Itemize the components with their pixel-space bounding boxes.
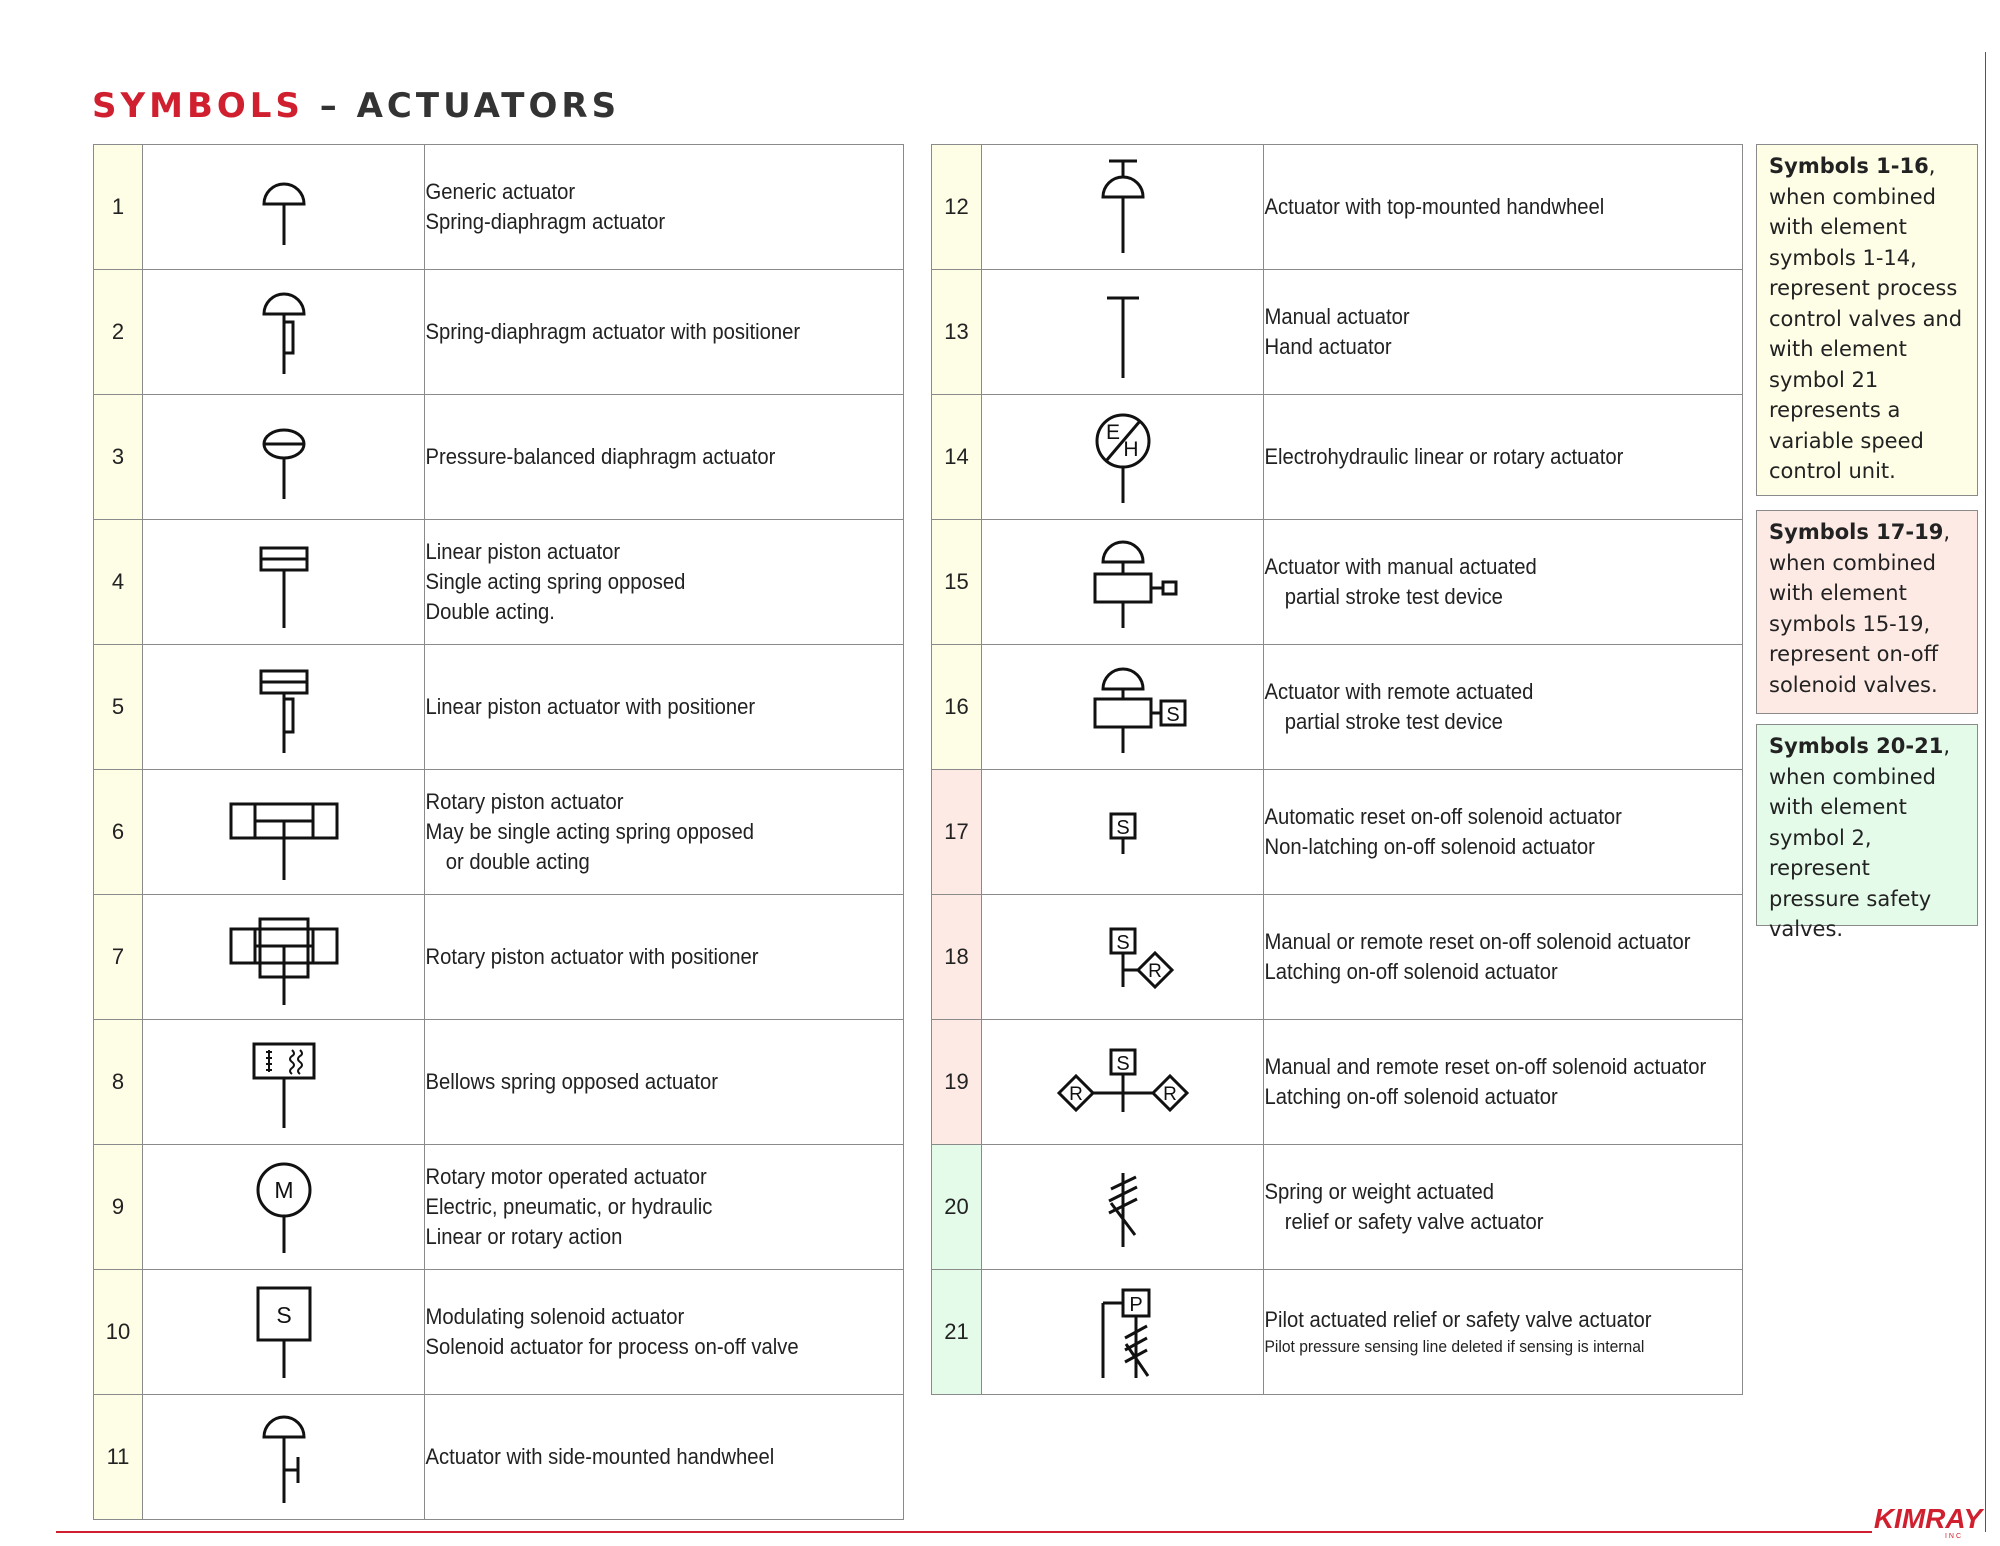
svg-text:E: E xyxy=(1105,421,1120,444)
note-symbols-20-21: Symbols 20-21, when combined with element symbol 2, represent pressure safety valves. xyxy=(1756,724,1978,926)
row-description: Linear piston actuator with positioner xyxy=(425,645,866,770)
row-description: Pressure-balanced diaphragm actuator xyxy=(425,395,866,520)
row-description: Electrohydraulic linear or rotary actuator xyxy=(1264,395,1705,520)
spring-relief-icon xyxy=(1063,1157,1183,1257)
symbol-cell xyxy=(982,520,1264,645)
row-description: Rotary piston actuator with positioner xyxy=(425,895,866,1020)
solenoid-icon xyxy=(224,1282,344,1382)
symbols-table-right xyxy=(931,144,1743,1395)
symbol-cell xyxy=(982,895,1264,1020)
table-row xyxy=(94,645,904,770)
row-number: 18 xyxy=(932,895,982,1020)
svg-text:S: S xyxy=(1115,817,1130,839)
symbol-cell xyxy=(143,520,425,645)
auto-reset-solenoid-icon xyxy=(1063,782,1183,882)
page-title xyxy=(92,86,620,126)
row-number: 21 xyxy=(932,1270,982,1395)
manual-actuator-icon xyxy=(1063,282,1183,382)
remote-partial-stroke-icon xyxy=(1058,657,1188,757)
row-number: 7 xyxy=(94,895,143,1020)
table-row xyxy=(94,1020,904,1145)
row-description: Manual and remote reset on-off solenoid actuator Latching on-off solenoid actuator xyxy=(1264,1020,1705,1145)
table-row xyxy=(932,645,1743,770)
row-description: Automatic reset on-off solenoid actuator Non-latching on-off solenoid actuator xyxy=(1264,770,1705,895)
edge-line xyxy=(1985,52,1986,1532)
row-description: Pilot actuated relief or safety valve actuator Pilot pressure sensing line deleted if sensing is internal xyxy=(1264,1270,1705,1395)
row-number: 14 xyxy=(932,395,982,520)
symbol-cell xyxy=(143,145,425,270)
row-description: Linear piston actuator Single acting spring opposed Double acting. xyxy=(425,520,866,645)
symbol-cell xyxy=(982,770,1264,895)
row-number: 16 xyxy=(932,645,982,770)
table-row xyxy=(932,895,1743,1020)
table-row xyxy=(94,1395,904,1520)
symbol-cell xyxy=(143,1145,425,1270)
symbol-cell xyxy=(143,645,425,770)
table-row xyxy=(94,770,904,895)
table-row xyxy=(94,520,904,645)
svg-text:R: R xyxy=(1162,1084,1177,1105)
table-row xyxy=(932,270,1743,395)
note-symbols-1-16: Symbols 1-16, when combined with element symbols 1-14, represent process control valves and with element symbol 21 represents a variable speed control unit. xyxy=(1756,144,1978,496)
motor-icon xyxy=(224,1157,344,1257)
row-description: Spring-diaphragm actuator with positioner xyxy=(425,270,866,395)
table-row xyxy=(932,395,1743,520)
symbol-cell xyxy=(143,1020,425,1145)
note-symbols-17-19: Symbols 17-19, when combined with element symbols 15-19, represent on-off solenoid valves. xyxy=(1756,510,1978,714)
row-number: 13 xyxy=(932,270,982,395)
row-number: 4 xyxy=(94,520,143,645)
pressure-balanced-diaphragm-icon xyxy=(224,407,344,507)
rotary-piston-icon xyxy=(219,782,349,882)
row-number: 5 xyxy=(94,645,143,770)
table-row xyxy=(94,270,904,395)
row-number: 1 xyxy=(94,145,143,270)
footer-rule xyxy=(56,1531,1872,1533)
svg-text:S: S xyxy=(275,1302,292,1328)
row-description: Modulating solenoid actuator Solenoid actuator for process on-off valve xyxy=(425,1270,866,1395)
svg-text:H: H xyxy=(1122,438,1139,461)
title-dash: – xyxy=(303,86,357,126)
symbol-cell xyxy=(143,270,425,395)
table-row xyxy=(94,895,904,1020)
row-description: Generic actuator Spring-diaphragm actuator xyxy=(425,145,866,270)
svg-text:R: R xyxy=(1068,1084,1083,1105)
manual-or-remote-reset-solenoid-icon xyxy=(1058,907,1188,1007)
electrohydraulic-icon xyxy=(1063,407,1183,507)
table-row xyxy=(94,1145,904,1270)
table-row xyxy=(932,1020,1743,1145)
row-number: 10 xyxy=(94,1270,143,1395)
symbol-cell xyxy=(143,895,425,1020)
top-handwheel-icon xyxy=(1063,157,1183,257)
manual-and-remote-reset-solenoid-icon xyxy=(1053,1032,1193,1132)
row-description: Actuator with side-mounted handwheel xyxy=(425,1395,866,1520)
row-number: 19 xyxy=(932,1020,982,1145)
symbol-cell xyxy=(143,395,425,520)
row-description: Manual actuator Hand actuator xyxy=(1264,270,1705,395)
pilot-relief-icon xyxy=(1063,1282,1183,1382)
table-row xyxy=(932,520,1743,645)
table-row xyxy=(94,1270,904,1395)
kimray-logo xyxy=(1870,1500,1986,1540)
row-number: 9 xyxy=(94,1145,143,1270)
row-number: 17 xyxy=(932,770,982,895)
row-description: Spring or weight actuated relief or safety valve actuator xyxy=(1264,1145,1705,1270)
row-description: Manual or remote reset on-off solenoid actuator Latching on-off solenoid actuator xyxy=(1264,895,1705,1020)
table-row xyxy=(932,1145,1743,1270)
symbol-cell xyxy=(143,1270,425,1395)
row-number: 15 xyxy=(932,520,982,645)
svg-text:P: P xyxy=(1128,1294,1143,1316)
table-row xyxy=(932,770,1743,895)
svg-text:KIMRAY: KIMRAY xyxy=(1873,1503,1983,1534)
svg-text:INC: INC xyxy=(1944,1533,1964,1540)
table-row xyxy=(94,145,904,270)
table-row xyxy=(94,395,904,520)
row-description: Actuator with remote actuated partial stroke test device xyxy=(1264,645,1705,770)
symbol-cell xyxy=(143,770,425,895)
table-row xyxy=(932,1270,1743,1395)
row-description: Rotary motor operated actuator Electric, pneumatic, or hydraulic Linear or rotary action xyxy=(425,1145,866,1270)
row-description: Bellows spring opposed actuator xyxy=(425,1020,866,1145)
title-symbols: SYMBOLS xyxy=(92,86,304,126)
diaphragm-positioner-icon xyxy=(224,282,344,382)
bellows-icon xyxy=(224,1032,344,1132)
title-actuators: ACTUATORS xyxy=(356,86,621,126)
symbol-cell xyxy=(982,1270,1264,1395)
linear-piston-positioner-icon xyxy=(224,657,344,757)
symbol-cell xyxy=(982,395,1264,520)
row-number: 6 xyxy=(94,770,143,895)
row-number: 20 xyxy=(932,1145,982,1270)
svg-text:S: S xyxy=(1115,1053,1130,1075)
row-description: Rotary piston actuator May be single acting spring opposed or double acting xyxy=(425,770,866,895)
row-number: 8 xyxy=(94,1020,143,1145)
svg-text:M: M xyxy=(273,1177,294,1203)
row-description: Actuator with manual actuated partial stroke test device xyxy=(1264,520,1705,645)
symbols-table-left xyxy=(93,144,904,1520)
symbol-cell xyxy=(982,1020,1264,1145)
linear-piston-icon xyxy=(224,532,344,632)
svg-text:R: R xyxy=(1147,961,1162,982)
svg-text:S: S xyxy=(1115,932,1130,954)
row-number: 3 xyxy=(94,395,143,520)
generic-actuator-icon xyxy=(224,157,344,257)
symbol-cell xyxy=(982,270,1264,395)
row-number: 2 xyxy=(94,270,143,395)
rotary-piston-positioner-icon xyxy=(219,907,349,1007)
row-description: Actuator with top-mounted handwheel xyxy=(1264,145,1705,270)
symbol-cell xyxy=(982,645,1264,770)
symbol-cell xyxy=(143,1395,425,1520)
symbol-cell xyxy=(982,1145,1264,1270)
row-number: 11 xyxy=(94,1395,143,1520)
table-row xyxy=(932,145,1743,270)
manual-partial-stroke-icon xyxy=(1063,532,1183,632)
symbol-cell xyxy=(982,145,1264,270)
side-handwheel-icon xyxy=(224,1407,344,1507)
row-number: 12 xyxy=(932,145,982,270)
svg-text:S: S xyxy=(1165,704,1180,726)
